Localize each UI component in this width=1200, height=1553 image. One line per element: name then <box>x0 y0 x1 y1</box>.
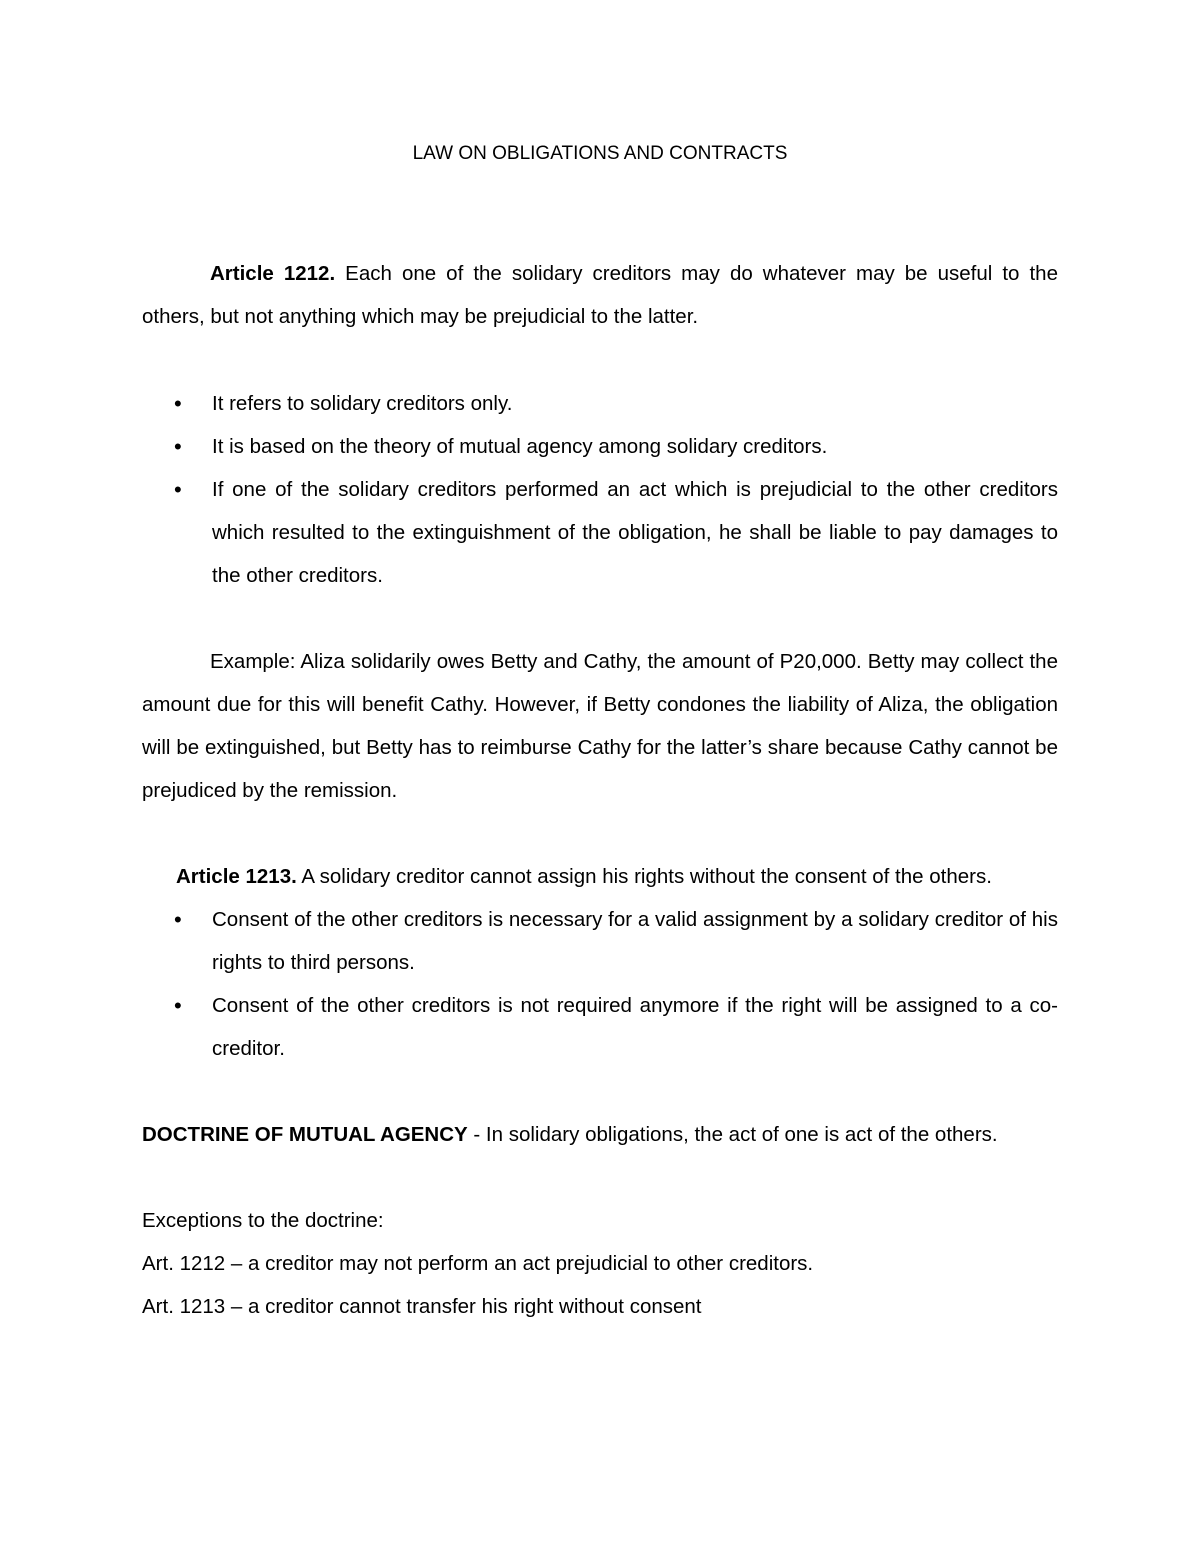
example-paragraph: Example: Aliza solidarily owes Betty and Cathy, the amount of P20,000. Betty may collect the amount due for this will benefit Cathy. However, if Betty condones the liability of Aliza, the obligation will be extinguished, but Betty has to reimburse Cathy for the latter’s share because Cathy cannot be prejudiced by the remission. <box>142 650 1058 802</box>
article-1212-heading: Article 1212. <box>210 262 336 285</box>
bullet-icon: • <box>174 434 182 459</box>
bullet-icon: • <box>174 907 182 932</box>
article-1213-heading: Article 1213. <box>176 865 297 888</box>
bullet-text: Consent of the other creditors is necessary for a valid assignment by a solidary creditor of his rights to third persons. <box>212 908 1058 974</box>
bullet-text: If one of the solidary creditors performed an act which is prejudicial to the other creditors which resulted to the extinguishment of the obligation, he shall be liable to pay damages to the other creditors. <box>212 478 1058 587</box>
doctrine-text: - In solidary obligations, the act of one is act of the others. <box>467 1123 998 1146</box>
list-item <box>170 468 1058 597</box>
article-1212-paragraph <box>142 252 1058 338</box>
article-1212-text: Each one of the solidary creditors may do whatever may be useful to the others, but not anything which may be prejudicial to the latter. <box>142 262 1058 328</box>
exception-item-1212: Art. 1212 – a creditor may not perform an act prejudicial to other creditors. <box>142 1252 814 1275</box>
exception-item-1213: Art. 1213 – a creditor cannot transfer his right without consent <box>142 1295 702 1318</box>
bullet-text: Consent of the other creditors is not required anymore if the right will be assigned to a co-creditor. <box>212 994 1058 1060</box>
list-item <box>170 984 1058 1070</box>
article-1213-paragraph <box>176 855 1058 898</box>
doctrine-heading: DOCTRINE OF MUTUAL AGENCY <box>142 1123 468 1146</box>
article-1213-text: A solidary creditor cannot assign his rights without the consent of the others. <box>296 865 992 888</box>
article-1213-bullet-list <box>170 898 1058 1070</box>
bullet-icon: • <box>174 993 182 1018</box>
doctrine-paragraph <box>142 1113 1058 1156</box>
bullet-icon: • <box>174 477 182 502</box>
bullet-icon: • <box>174 391 182 416</box>
list-item <box>170 382 1058 425</box>
list-item <box>170 425 1058 468</box>
bullet-text: It refers to solidary creditors only. <box>212 392 513 415</box>
list-item <box>170 898 1058 984</box>
article-1212-bullet-list <box>170 382 1058 597</box>
document-title: LAW ON OBLIGATIONS AND CONTRACTS <box>412 143 788 164</box>
exceptions-heading: Exceptions to the doctrine: <box>142 1209 384 1232</box>
bullet-text: It is based on the theory of mutual agency among solidary creditors. <box>212 435 828 458</box>
